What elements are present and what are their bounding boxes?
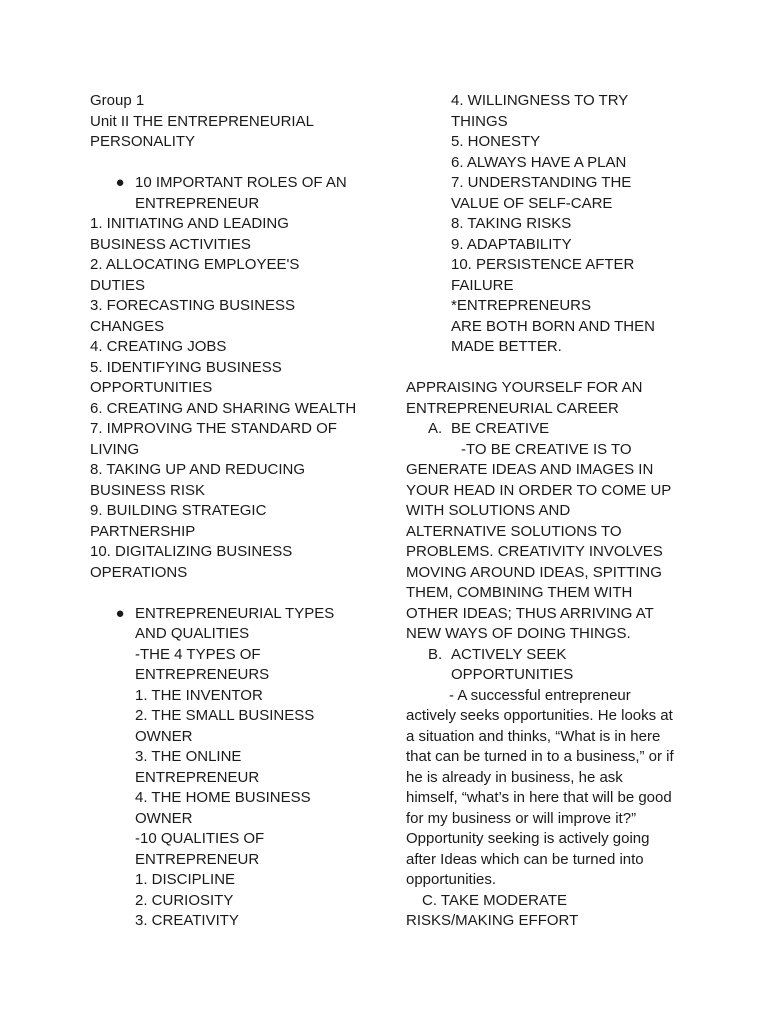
item-a-title [406,419,686,440]
list-item: ENTREPRENEUR [135,768,260,786]
list-item: 4. THE HOME BUSINESS [135,789,311,806]
list-item: -THE 4 TYPES OF [135,645,261,663]
list-item: BUSINESS RISK [90,481,206,499]
list-item: OWNER [135,809,193,827]
list-item: 1. THE INVENTOR [135,686,263,704]
list-item: BUSINESS ACTIVITIES [90,235,251,253]
unit-title-line-2: PERSONALITY [90,133,196,150]
types-bullet [90,604,375,625]
list-item: OPPORTUNITIES [90,379,213,396]
item-a-desc-first: -TO BE CREATIVE IS TO [461,440,632,458]
list-item: 7. UNDERSTANDING THE [451,174,632,191]
unit-title-line-1: Unit II THE ENTREPRENEURIAL [90,112,314,130]
paragraph-line: OTHER IDEAS; THUS ARRIVING AT [406,604,654,622]
group-label: Group 1 [90,92,145,109]
paragraph-line: Opportunity seeking is actively going [406,830,650,847]
list-item: DUTIES [90,276,146,294]
list-item: 9. ADAPTABILITY [451,235,572,253]
list-item: OPERATIONS [90,563,188,581]
types-list [90,624,375,932]
item-b-label: ACTIVELY SEEK [451,645,567,663]
roles-list [90,214,375,583]
paragraph-line: after Ideas which can be turned into [406,850,644,868]
list-item: 8. TAKING RISKS [451,215,572,232]
paragraph-line: THEM, COMBINING THEM WITH [406,584,633,601]
right-column-list [451,91,691,358]
list-item: ENTREPRENEURS [135,666,270,683]
list-item: ARE BOTH BORN AND THEN [451,317,655,335]
left-column [90,91,375,932]
list-item: 3. FORECASTING BUSINESS [90,297,296,314]
paragraph-line: that can be turned in to a business,” or if [406,748,674,765]
list-item: MADE BETTER. [451,338,562,355]
section-heading-line-1: APPRAISING YOURSELF FOR AN [406,379,643,396]
list-item: 5. HONESTY [451,133,541,150]
list-item: 1. DISCIPLINE [135,871,236,888]
list-item: 10. DIGITALIZING BUSINESS [90,543,293,560]
paragraph-line: YOUR HEAD IN ORDER TO COME UP [406,481,672,499]
list-item: AND QUALITIES [135,625,250,642]
item-b-letter: B. [428,645,443,663]
list-item: -10 QUALITIES OF [135,830,265,847]
paragraph-line: for my business or will improve it?” [406,809,637,827]
bullet-icon: ● [115,604,125,622]
paragraph-line: PROBLEMS. CREATIVITY INVOLVES [406,543,663,560]
item-b-description [406,706,686,891]
paragraph-line: NEW WAYS OF DOING THINGS. [406,625,631,642]
list-item: 10. PERSISTENCE AFTER [451,256,635,273]
list-item: VALUE OF SELF-CARE [451,194,613,212]
list-item: 6. CREATING AND SHARING WEALTH [90,399,357,417]
item-c-title-line-2: RISKS/MAKING EFFORT [406,912,579,929]
list-item: 5. IDENTIFYING BUSINESS [90,358,282,376]
item-a-label: BE CREATIVE [451,420,550,437]
list-item: PARTNERSHIP [90,522,196,540]
item-b-desc-first: - A successful entrepreneur [449,686,631,704]
list-item: 6. ALWAYS HAVE A PLAN [451,153,627,171]
paragraph-line: he is already in business, he ask [406,768,623,786]
roles-bullet [90,173,375,194]
types-heading-line-1: ENTREPRENEURIAL TYPES [135,604,335,622]
list-item: 4. CREATING JOBS [90,338,227,355]
list-item: THINGS [451,112,508,130]
paragraph-line: WITH SOLUTIONS AND [406,502,571,519]
paragraph-line: GENERATE IDEAS AND IMAGES IN [406,461,654,478]
paragraph-line: actively seeks opportunities. He looks at [406,707,673,724]
list-item: 3. CREATIVITY [135,912,239,929]
list-item: 2. CURIOSITY [135,891,234,909]
item-a-description [406,460,686,645]
list-item: 3. THE ONLINE [135,748,242,765]
list-item: LIVING [90,440,140,458]
list-item: ENTREPRENEUR [135,850,260,868]
item-b-title [406,645,686,666]
paragraph-line: ALTERNATIVE SOLUTIONS TO [406,522,622,540]
paragraph-line: himself, “what’s in here that will be good [406,789,672,806]
paragraph-line: a situation and thinks, “What is in here [406,727,661,745]
list-item: 7. IMPROVING THE STANDARD OF [90,420,337,437]
paragraph-line: MOVING AROUND IDEAS, SPITTING [406,563,662,581]
list-item: 9. BUILDING STRATEGIC [90,502,267,519]
paragraph-line: opportunities. [406,871,497,888]
bullet-icon: ● [115,174,125,191]
list-item: FAILURE [451,276,514,294]
list-item: 4. WILLINGNESS TO TRY [451,92,629,109]
list-item: 2. THE SMALL BUSINESS [135,707,315,724]
item-a-letter: A. [428,420,443,437]
section-heading-line-2: ENTREPRENEURIAL CAREER [406,399,619,417]
list-item: CHANGES [90,317,165,335]
list-item: *ENTREPRENEURS [451,297,592,314]
item-b-label-line-2: OPPORTUNITIES [451,666,574,683]
roles-heading-line-2: ENTREPRENEUR [135,194,260,212]
list-item: 8. TAKING UP AND REDUCING [90,461,306,478]
appraising-section [406,378,686,932]
item-c-title: C. TAKE MODERATE [422,891,568,909]
roles-heading-line-1: 10 IMPORTANT ROLES OF AN [135,174,347,191]
list-item: OWNER [135,727,193,745]
list-item: 1. INITIATING AND LEADING [90,215,289,232]
list-item: 2. ALLOCATING EMPLOYEE'S [90,256,300,273]
